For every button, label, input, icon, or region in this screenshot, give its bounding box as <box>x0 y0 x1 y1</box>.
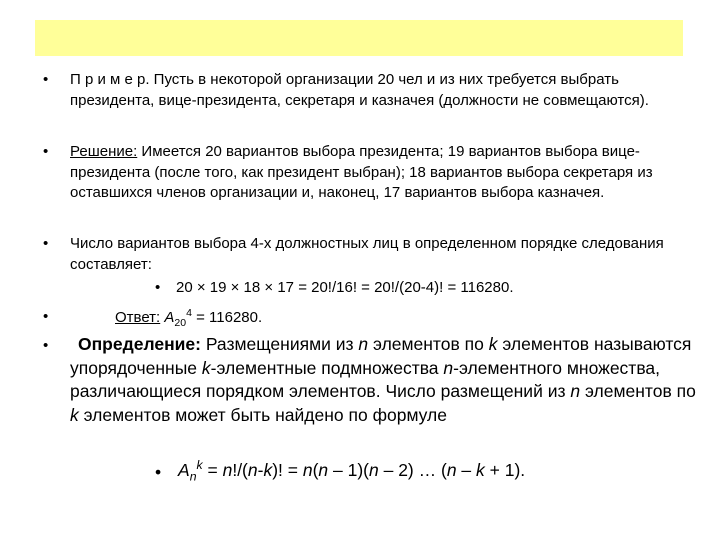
formula-var: k <box>476 460 485 480</box>
definition-part: -элементные подмножества <box>210 357 444 378</box>
sub-bullet-marker: • <box>155 462 162 482</box>
bullet-marker: • <box>43 143 49 160</box>
definition-part: Размещениями из <box>200 334 359 354</box>
computation-line: 20 × 19 × 18 × 17 = 20!/16! = 20!/(20-4)! = 116280. <box>176 279 514 296</box>
formula-part: + 1). <box>484 460 526 480</box>
formula-part: - <box>257 460 264 480</box>
formula-var: n <box>302 460 313 480</box>
count-text: Число вариантов выбора 4-х должностных лиц в определенном порядке следования составляет: <box>70 235 664 273</box>
definition-var: n <box>570 381 581 401</box>
formula-var: n <box>446 460 457 480</box>
definition-part: элементов называются упорядоченные <box>70 334 692 378</box>
definition-var: k <box>488 334 498 354</box>
definition-var: k <box>70 404 79 425</box>
formula-sub: n <box>189 469 197 484</box>
example-paragraph <box>70 70 690 111</box>
answer-rest: = 116280. <box>191 309 263 326</box>
formula-part: = <box>202 460 223 480</box>
definition-part: -элементного множества, различающиеся порядком элементов. Число размещений из <box>70 357 661 401</box>
title-bar <box>35 20 683 56</box>
formula-part: )! = <box>272 460 303 480</box>
definition-part: элементов может быть найдено по формуле <box>78 404 447 425</box>
formula-a: A <box>178 460 190 480</box>
answer-label: Ответ: <box>115 309 161 326</box>
answer-line <box>115 308 262 328</box>
bullet-marker: • <box>43 235 49 252</box>
bullet-marker: • <box>43 337 49 354</box>
definition-part: элементов по <box>368 334 489 354</box>
formula-var: n <box>222 460 233 480</box>
example-lead: П р и м е р. <box>70 71 150 88</box>
answer-a: A <box>164 309 175 326</box>
solution-paragraph <box>70 142 690 204</box>
formula-var: n <box>247 460 258 480</box>
formula-var: n <box>318 460 329 480</box>
formula-part: ( <box>312 460 319 480</box>
formula-var: k <box>263 460 273 480</box>
formula-line <box>178 458 526 484</box>
formula-part: – 1)( <box>328 460 369 480</box>
formula-var: n <box>369 460 379 480</box>
answer-sup: 4 <box>186 307 192 319</box>
formula-part: !/( <box>232 460 248 480</box>
bullet-marker: • <box>43 71 49 88</box>
count-paragraph <box>70 234 690 275</box>
definition-paragraph <box>70 333 700 427</box>
definition-var: n <box>443 357 454 378</box>
solution-text: Имеется 20 вариантов выбора президента; 19 вариантов выбора вице-президента (после того, как президент выбран); 18 вариантов выбора секретаря из оставшихся членов организации и, наконец, 17 вариантов выбора казначея. <box>70 143 653 201</box>
bullet-marker: • <box>43 308 49 325</box>
formula-part: – <box>456 460 477 480</box>
definition-part: элементов по <box>580 381 696 401</box>
definition-var: n <box>358 334 369 354</box>
solution-label: Решение: <box>70 143 138 160</box>
definition-label: Определение: <box>78 334 201 354</box>
example-text: Пусть в некоторой организации 20 чел и из них требуется выбрать президента, вице-президента, секретаря и казначея (должности не совмещаются). <box>70 71 649 109</box>
answer-sub: 20 <box>174 317 187 329</box>
formula-part: – 2) … ( <box>378 460 447 480</box>
definition-var: k <box>201 357 211 378</box>
sub-bullet-marker: • <box>155 279 161 296</box>
formula-sup: k <box>196 458 203 473</box>
